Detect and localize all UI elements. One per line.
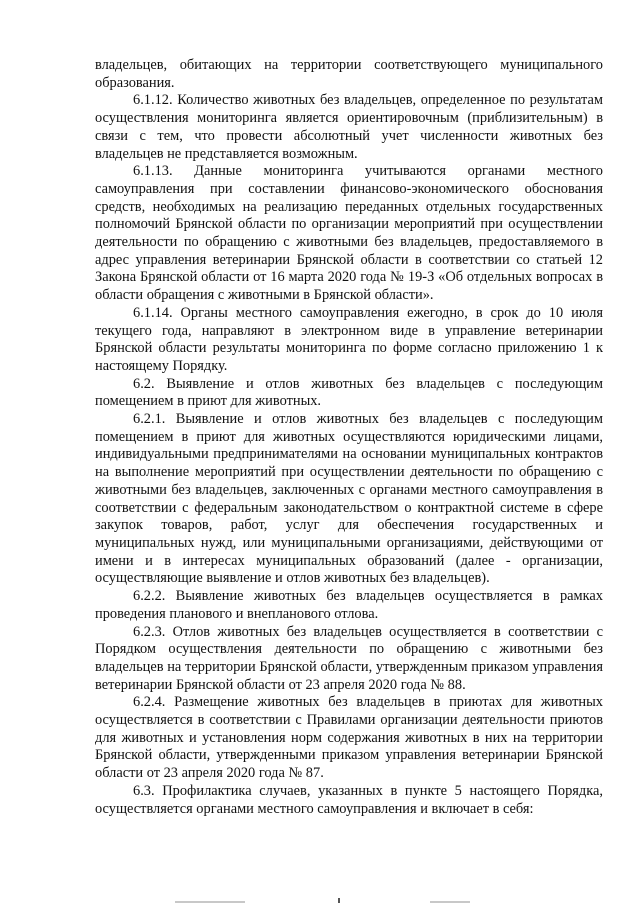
- paragraph-6-3: 6.3. Профилактика случаев, указанных в пункте 5 настоящего Порядка, осуществляется органами местного самоуправления и включает в себя:: [95, 782, 603, 817]
- paragraph-6-2-4: 6.2.4. Размещение животных без владельцев в приютах для животных осуществляется в соответствии с Правилами организации деятельности приютов для животных и установления норм содержания животных в них на территории Брянской области, утвержденными приказом управления ветеринарии Брянской области от 23 апреля 2020 года № 87.: [95, 694, 603, 782]
- paragraph-6-2-1: 6.2.1. Выявление и отлов животных без владельцев с последующим помещением в приют для животных осуществляются юридическими лицами, индивидуальными предпринимателями на основании муниципальных контрактов на выполнение мероприятий при осуществлении деятельности по обращению с животными без владельцев, заключенных с органами местного самоуправления в соответствии с федеральным законодательством о контрактной системе в сфере закупок товаров, работ, услуг для обеспечения государственных и муниципальных нужд, или муниципальными организациями, действующими от имени и в интересах муниципальных образований (далее - организации, осуществляющие выявление и отлов животных без владельцев).: [95, 411, 603, 587]
- paragraph-6-2-2: 6.2.2. Выявление животных без владельцев осуществляется в рамках проведения планового и внепланового отлова.: [95, 588, 603, 622]
- paragraph-6-2-3: 6.2.3. Отлов животных без владельцев осуществляется в соответствии с Порядком осуществления деятельности по обращению с животными без владельцев на территории Брянской области, утвержденным приказом управления ветеринарии Брянской области от 23 апреля 2020 года № 88.: [95, 623, 603, 693]
- scan-edge-marks: [0, 897, 640, 903]
- paragraph-6-1-12: 6.1.12. Количество животных без владельцев, определенное по результатам осуществления мониторинга является ориентировочным (приблизительным) в связи с тем, что провести абсолютный учет численности животных без владельцев не представляется возможным.: [95, 92, 603, 162]
- paragraph-6-1-13: 6.1.13. Данные мониторинга учитываются органами местного самоуправления при составлении финансово-экономического обоснования средств, необходимых на реализацию переданных отдельных государственных полномочий Брянской области по организации мероприятий при осуществлении деятельности по обращению с животными без владельцев, предоставляемого в адрес управления ветеринарии Брянской области в соответствии со статьей 12 Закона Брянской области от 16 марта 2020 года № 19-З «Об отдельных вопросах в области обращения с животными в Брянской области».: [95, 163, 603, 304]
- paragraph-6-1-14: 6.1.14. Органы местного самоуправления ежегодно, в срок до 10 июля текущего года, направляют в электронном виде в управление ветеринарии Брянской области результаты мониторинга по форме согласно приложению 1 к настоящему Порядку.: [95, 304, 603, 374]
- paragraph-continuation: владельцев, обитающих на территории соответствующего муниципального образования.: [95, 57, 603, 91]
- paragraph-6-2: 6.2. Выявление и отлов животных без владельцев с последующим помещением в приют для животных.: [95, 375, 603, 410]
